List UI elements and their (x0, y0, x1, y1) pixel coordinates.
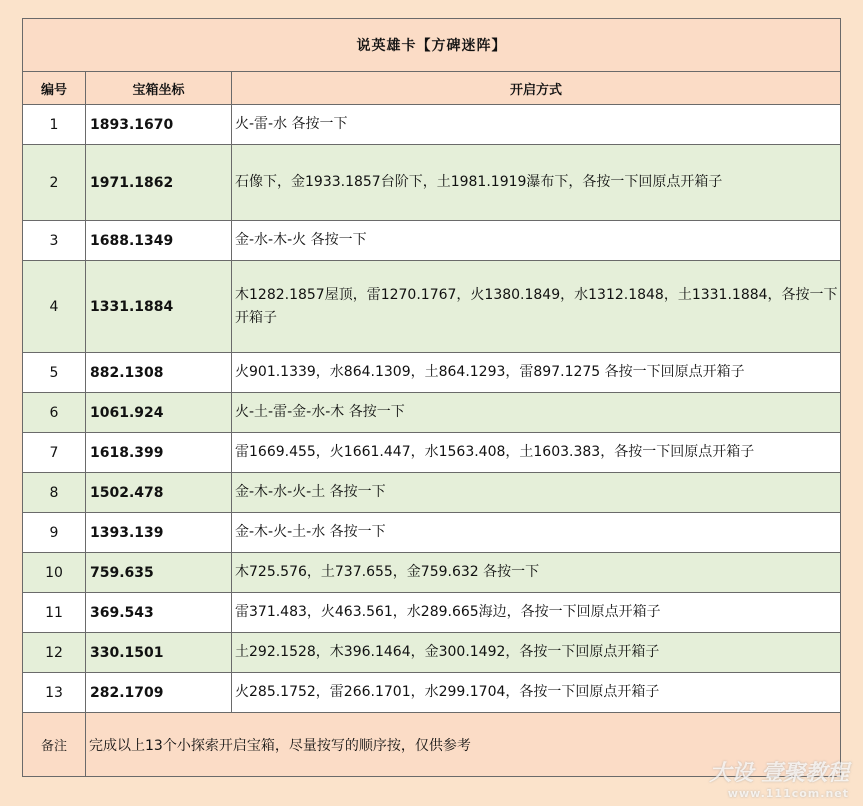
table-row (23, 473, 841, 513)
header-row (23, 72, 841, 105)
open-method: 金-木-水-火-土 各按一下 (232, 473, 841, 513)
table-row (23, 553, 841, 593)
row-number: 5 (23, 353, 86, 393)
open-method: 雷1669.455，火1661.447，水1563.408，土1603.383，各按一下回原点开箱子 (232, 433, 841, 473)
chest-coordinate: 282.1709 (86, 673, 232, 713)
row-number: 12 (23, 633, 86, 673)
table-row (23, 393, 841, 433)
header-num: 编号 (23, 72, 86, 105)
chest-coordinate: 330.1501 (86, 633, 232, 673)
watermark-sub: www.111com.net (727, 787, 849, 800)
chest-coordinate: 1971.1862 (86, 145, 232, 221)
watermark-main: 大设 壹聚教程 (709, 761, 849, 786)
chest-coordinate: 1502.478 (86, 473, 232, 513)
table-body (23, 105, 841, 713)
open-method: 土292.1528，木396.1464，金300.1492，各按一下回原点开箱子 (232, 633, 841, 673)
open-method: 雷371.483，火463.561，水289.665海边，各按一下回原点开箱子 (232, 593, 841, 633)
note-text: 完成以上13个小探索开启宝箱，尽量按写的顺序按，仅供参考 (86, 713, 841, 777)
table-row (23, 593, 841, 633)
open-method: 火-土-雷-金-水-木 各按一下 (232, 393, 841, 433)
row-number: 10 (23, 553, 86, 593)
row-number: 8 (23, 473, 86, 513)
table-row (23, 145, 841, 221)
table-row (23, 105, 841, 145)
row-number: 6 (23, 393, 86, 433)
table-row (23, 353, 841, 393)
chest-coordinate: 1618.399 (86, 433, 232, 473)
chest-coordinate: 882.1308 (86, 353, 232, 393)
header-coord: 宝箱坐标 (86, 72, 232, 105)
header-method: 开启方式 (232, 72, 841, 105)
row-number: 1 (23, 105, 86, 145)
row-number: 9 (23, 513, 86, 553)
watermark-logo (709, 756, 849, 800)
table-row (23, 673, 841, 713)
open-method: 火-雷-水 各按一下 (232, 105, 841, 145)
open-method: 火901.1339，水864.1309，土864.1293，雷897.1275 各按一下回原点开箱子 (232, 353, 841, 393)
open-method: 木725.576，土737.655，金759.632 各按一下 (232, 553, 841, 593)
row-number: 2 (23, 145, 86, 221)
chest-coordinate: 1893.1670 (86, 105, 232, 145)
chest-coordinate: 369.543 (86, 593, 232, 633)
puzzle-table (22, 18, 841, 777)
chest-coordinate: 1061.924 (86, 393, 232, 433)
chest-coordinate: 1688.1349 (86, 221, 232, 261)
table-row (23, 221, 841, 261)
row-number: 4 (23, 261, 86, 353)
row-number: 11 (23, 593, 86, 633)
chest-coordinate: 1331.1884 (86, 261, 232, 353)
open-method: 木1282.1857屋顶，雷1270.1767，火1380.1849，水1312.1848，土1331.1884，各按一下开箱子 (232, 261, 841, 353)
chest-coordinate: 1393.139 (86, 513, 232, 553)
table-row (23, 433, 841, 473)
table-row (23, 513, 841, 553)
chest-coordinate: 759.635 (86, 553, 232, 593)
table-row (23, 261, 841, 353)
open-method: 金-水-木-火 各按一下 (232, 221, 841, 261)
row-number: 7 (23, 433, 86, 473)
row-number: 3 (23, 221, 86, 261)
table-row (23, 633, 841, 673)
open-method: 金-木-火-土-水 各按一下 (232, 513, 841, 553)
table-title: 说英雄卡【方碑迷阵】 (23, 19, 841, 72)
open-method: 火285.1752，雷266.1701，水299.1704，各按一下回原点开箱子 (232, 673, 841, 713)
open-method: 石像下，金1933.1857台阶下，土1981.1919瀑布下，各按一下回原点开箱子 (232, 145, 841, 221)
row-number: 13 (23, 673, 86, 713)
note-label: 备注 (23, 713, 86, 777)
